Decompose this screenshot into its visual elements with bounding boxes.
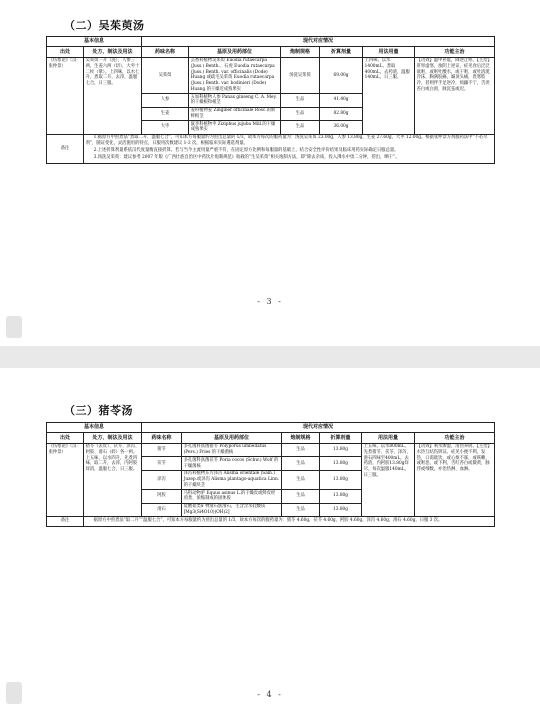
col-header-function: 功能主治 <box>415 47 495 57</box>
col-header-function: 功能主治 <box>415 433 495 443</box>
remark-paragraph: 据原方中煎煮法“取二升”“温服七合”，可知本方每服量约为煎出总量的 1/3，故本方每次的服药量为：猪苓 4.60g，茯苓 4.60g，阿胶 4.60g，泽泻 4.60g，滑石 4.60g，日服 3 次。 <box>93 517 443 523</box>
method-cell: 吴茱萸一升（洗），人参三两，生姜六两（切），大枣十二枚（擘）。上四味，以水七升，煮取二升，去滓，温服七合，日三服。 <box>84 57 142 134</box>
herb-origin-cell: 姜科植物姜 Zingiber officinale Rosc.的新鲜根茎 <box>189 107 281 121</box>
col-header-method: 处方、制法及用法 <box>84 47 142 57</box>
function-cell: 【功效】利水渗湿，清热养阴。【主治】水热互结伤阴证。症见小便不利，发热，口渴欲饮，或心烦不寐，或咳嗽，或呕恶，或下利，舌红苔白或微黄，脉浮或细数。亦治热淋、血淋。 <box>415 443 495 516</box>
herb-dose-cell: 69.00g <box>320 57 363 93</box>
herb-dose-cell: 13.80g <box>320 503 362 517</box>
herb-spec-cell: 生品 <box>281 93 320 107</box>
herb-origin-cell: 硅酸盐类矿物滑石族滑石，主含含水硅酸镁[Mg3(Si4O10)(OH)2] <box>182 503 282 517</box>
herb-spec-cell: 生品 <box>281 107 320 121</box>
herb-dose-cell: 82.80g <box>320 107 363 121</box>
herb-name-cell: 吴茱萸 <box>142 57 189 93</box>
remark-content <box>84 517 495 526</box>
herb-origin-cell: 芸香科植物吴茱萸 Euodia rutaecarpa (Juss.) Benth.、石虎 Euodia rutaecarpa (Juss.) Benth. var. officinalis (Dode) Huang 或疏毛吴茱萸 Euodia rutaecarpa (Juss.) Benth. var. bodinieri (Dode) Huang 的干燥近成熟果实 <box>189 57 281 93</box>
herb-origin-cell: 泽泻科植物东方泽泻 Alisma orientale (Sam.) Juzep.或泽泻 Alisma plantago-aquatica Linn.的干燥块茎 <box>182 470 282 489</box>
source-cell: 《伤寒论》（汉·张仲景） <box>47 57 84 134</box>
method-cell: 猪苓（去皮）、茯苓、泽泻、阿胶、滑石（碎）各一两。上五味，以水四升，先煮四味，取二升，去滓，内阿胶烊消，温服七合，日三服。 <box>84 443 142 516</box>
formula-table <box>46 36 495 164</box>
remark-row <box>47 517 495 526</box>
group-modern-header: 现代对应情况 <box>142 423 495 433</box>
group-modern-header: 现代对应情况 <box>142 37 495 47</box>
table-group-header-row <box>47 37 495 47</box>
table-column-header-row <box>47 433 495 443</box>
document-page <box>0 368 540 720</box>
herb-spec-cell: 生品 <box>281 121 320 135</box>
col-header-herb: 药味名称 <box>142 433 182 443</box>
col-header-spec: 炮制规格 <box>281 47 320 57</box>
remark-label: 备注 <box>47 517 84 526</box>
herb-origin-cell: 马科动物驴 Equus asinus L.的干燥皮或鲜皮经煎煮、浓缩制成的固体胶 <box>182 490 282 504</box>
page-number: - 4 - <box>257 690 283 699</box>
viewer-side-tab[interactable] <box>6 682 22 704</box>
herb-spec-cell: 生品 <box>282 470 320 489</box>
table-row <box>47 443 495 457</box>
herb-origin-cell: 鼠李科植物枣 Ziziphus jujuba Mill.的干燥成熟果实 <box>189 121 281 135</box>
herb-name-cell: 人参 <box>142 93 189 107</box>
col-header-spec: 炮制规格 <box>282 433 320 443</box>
herb-name-cell: 阿胶 <box>142 490 182 504</box>
usage-cell: 上五味，以水800mL，先煮猪苓、茯苓、泽泻、滑石四味至400mL，去药渣，内阿胶13.80g烊尽，每次温服140mL，日三服。 <box>362 443 415 516</box>
herb-dose-cell: 41.40g <box>320 93 363 107</box>
herb-name-cell: 滑石 <box>142 503 182 517</box>
function-cell: 【功效】温中补虚，降逆止呕。【主治】肝胃虚寒，浊阴上逆证，症见食后泛泛欲呕，或呕吐酸水，或干呕，或吐清涎冷沫，胸满脘痛，巅顶头痛，畏寒肢冷，甚则伴手足逆冷，烦躁不宁，舌淡苔白或白滑，脉沉弦或迟。 <box>415 57 495 134</box>
section-heading: （二）吴茱萸汤 <box>64 19 145 32</box>
herb-dose-cell: 13.80g <box>320 457 362 471</box>
col-header-method: 处方、制法及用法 <box>84 433 142 443</box>
herb-dose-cell: 13.80g <box>320 470 362 489</box>
remark-paragraph: 3.汤洗吴茱萸：建议参考 2007 年版《广西壮族自治区中药饮片炮制规范》收载的“生吴茱萸”相关炮制方法，即“除去杂质，投入沸水中烫二分钟，捞出，晒干”。 <box>93 155 400 161</box>
herb-dose-cell: 13.80g <box>320 490 362 504</box>
col-header-dose: 折算剂量 <box>320 47 363 57</box>
remark-paragraph: 2.上述折算剂量系依汉代度量衡直接折算。若与当今主流用量严重不符，在固定原方比例和每服量的基础上，结合安全性评价结果及临床用药实际确定日服总量。 <box>93 148 399 154</box>
herb-dose-cell: 36.00g <box>320 121 363 135</box>
col-header-source: 出处 <box>47 47 84 57</box>
herb-origin-cell: 五加科植物人参 Panax ginseng C. A. Mey.的干燥根和根茎 <box>189 93 281 107</box>
remark-paragraph: 1.据原方中煎煮法“煮取二升，温服七合”，可知本方每服量约为煎出总量的 1/3，故本方每次的服药量为：汤洗吴茱萸 23.00g，人参 13.80g，生姜 27.60g，大枣 12.00g。根据张仲景方剂服药法中“不必尽剂”，随证变化，灵活施用的特点，日服用次数建议 1-3 次，根据临床实际遴选剂量。 <box>85 135 488 146</box>
col-header-origin: 基原及用药部位 <box>189 47 281 57</box>
group-basic-header: 基本信息 <box>47 423 142 433</box>
section-heading: （三）猪苓汤 <box>64 404 133 417</box>
herb-name-cell: 大枣 <box>142 121 189 135</box>
herb-spec-cell: 生品 <box>282 503 320 517</box>
table-group-header-row <box>47 423 495 433</box>
col-header-dose: 折算剂量 <box>320 433 362 443</box>
herb-name-cell: 生姜 <box>142 107 189 121</box>
herb-name-cell: 猪苓 <box>142 443 182 457</box>
herb-origin-cell: 多孔菌科真菌茯苓 Poria cocos (Schw.) Wolf 的干燥菌核 <box>182 457 282 471</box>
col-header-usage: 用法用量 <box>363 47 415 57</box>
remark-row <box>47 134 495 164</box>
herb-spec-cell: 生品 <box>282 457 320 471</box>
herb-dose-cell: 13.80g <box>320 443 362 457</box>
document-page <box>0 0 540 346</box>
col-header-origin: 基原及用药部位 <box>182 433 282 443</box>
col-header-usage: 用法用量 <box>362 433 415 443</box>
table-row <box>47 57 495 93</box>
col-header-herb: 药味名称 <box>142 47 189 57</box>
herb-origin-cell: 多孔菌科真菌猪苓 Polyporus umbellatus (Pers.) Fries 的干燥菌核 <box>182 443 282 457</box>
page-number: - 3 - <box>257 297 283 306</box>
usage-cell: 上四味，以水1400mL，煮取400mL，去药渣，温服140mL，日三服。 <box>363 57 415 134</box>
herb-name-cell: 泽泻 <box>142 470 182 489</box>
group-basic-header: 基本信息 <box>47 37 142 47</box>
formula-table <box>46 422 495 527</box>
remark-label: 备注 <box>47 134 84 164</box>
herb-spec-cell: 生品 <box>282 443 320 457</box>
herb-spec-cell: 生品 <box>282 490 320 504</box>
herb-spec-cell: 汤洗吴茱萸 <box>281 57 320 93</box>
source-cell: 《伤寒论》（汉·张仲景） <box>47 443 84 516</box>
col-header-source: 出处 <box>47 433 84 443</box>
herb-name-cell: 茯苓 <box>142 457 182 471</box>
remark-content <box>84 134 495 164</box>
table-column-header-row <box>47 47 495 57</box>
viewer-side-tab[interactable] <box>6 316 22 338</box>
